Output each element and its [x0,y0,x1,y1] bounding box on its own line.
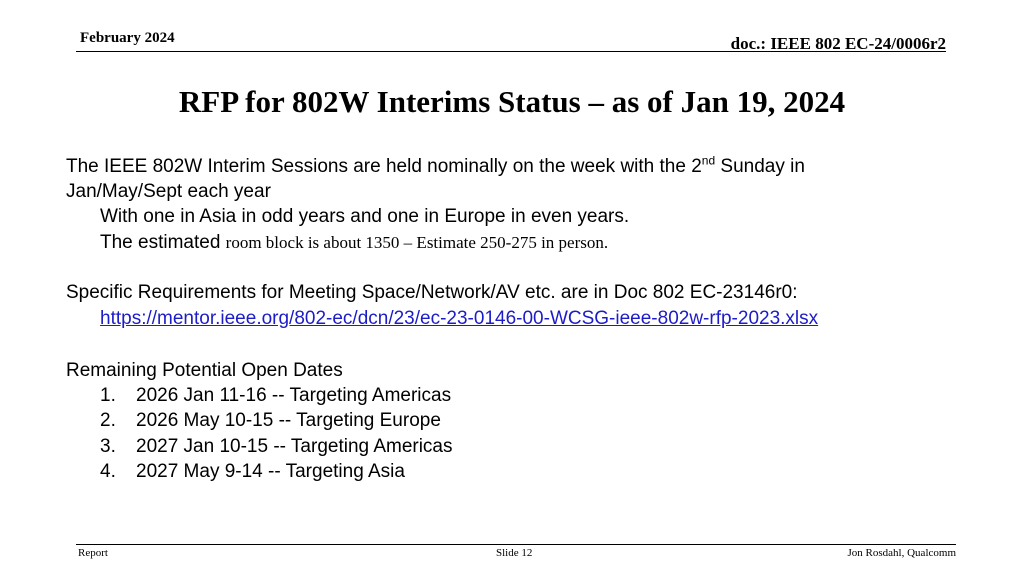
list-item-text: 2027 Jan 10-15 -- Targeting Americas [136,436,453,457]
footer-divider [76,544,956,545]
list-item [100,461,405,483]
slide-title: RFP for 802W Interims Status – as of Jan 19, 2024 [178,84,846,119]
intro-line-1-text: The IEEE 802W Interim Sessions are held nominally on the week with the 2 [66,156,702,177]
header-divider [76,51,946,52]
intro-line-1 [66,153,805,178]
header-doc-id: doc.: IEEE 802 EC-24/0006r2 [730,34,946,53]
list-item-text: 2027 May 9-14 -- Targeting Asia [136,461,405,482]
list-item-number: 1. [100,385,116,406]
intro-line-3: With one in Asia in odd years and one in Europe in even years. [100,206,630,227]
list-item [100,385,451,407]
intro-line-4 [100,232,608,254]
footer-author: Jon Rosdahl, Qualcomm [847,547,956,559]
header-date: February 2024 [80,30,175,46]
intro-line-1-end: Sunday in [715,156,805,177]
slide-number: Slide 12 [496,547,533,559]
list-item-text: 2026 May 10-15 -- Targeting Europe [136,410,441,431]
intro-line-4-start: The estimated [100,232,226,253]
requirements-link[interactable]: https://mentor.ieee.org/802-ec/dcn/23/ec-23-0146-00-WCSG-ieee-802w-rfp-2023.xlsx [100,308,819,329]
list-item-number: 2. [100,410,116,431]
list-item-number: 3. [100,436,116,457]
list-item-text: 2026 Jan 11-16 -- Targeting Americas [136,385,452,406]
footer-left: Report [78,547,108,559]
list-item-number: 4. [100,461,116,482]
open-dates-heading: Remaining Potential Open Dates [66,360,343,381]
list-item [100,436,453,458]
list-item [100,410,441,432]
intro-superscript: nd [701,153,716,168]
intro-line-4-end: room block is about 1350 – Estimate 250-275 in person. [225,233,609,252]
requirements-text: Specific Requirements for Meeting Space/Network/AV etc. are in Doc 802 EC-23146r0: [66,282,798,303]
intro-line-2: Jan/May/Sept each year [66,181,271,202]
